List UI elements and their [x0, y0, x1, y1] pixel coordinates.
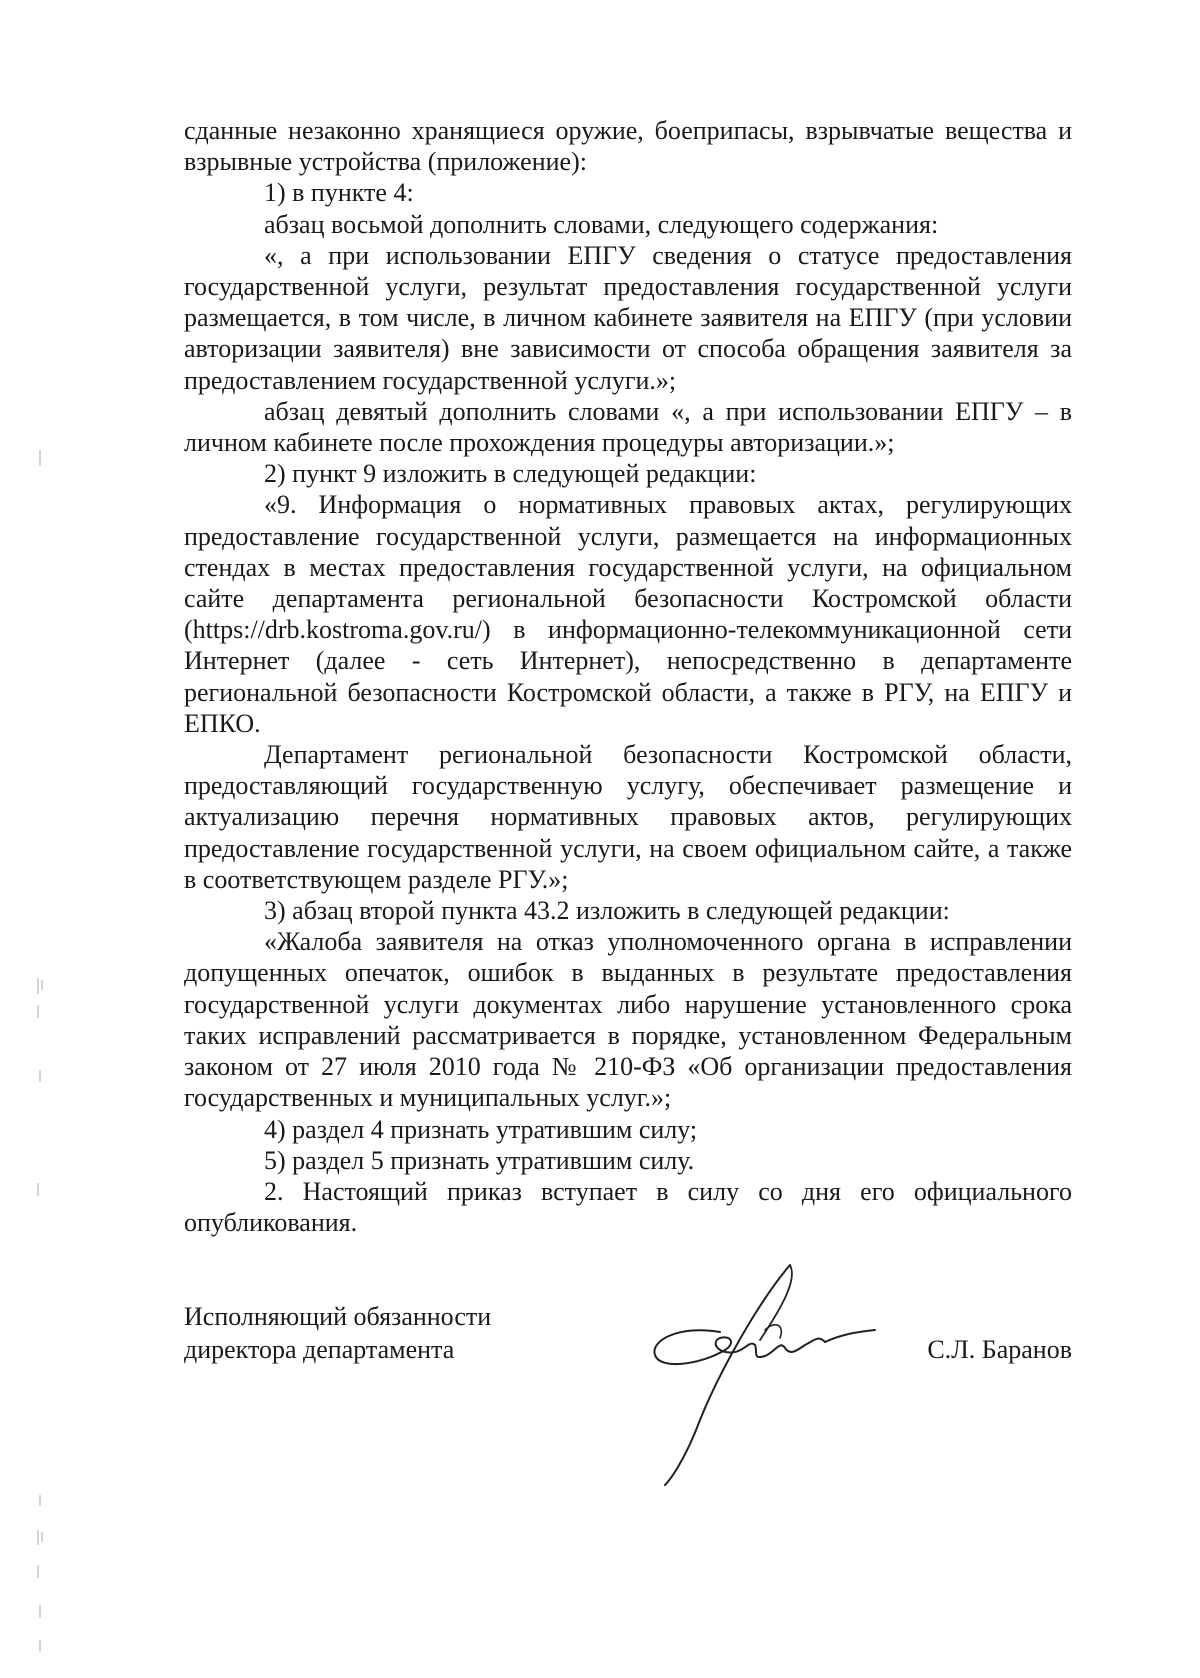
signer-name: С.Л. Баранов [927, 1335, 1072, 1364]
paragraph-0: сданные незаконно хранящиеся оружие, боеприпасы, взрывчатые вещества и взрывные устройства (приложение): [184, 116, 1072, 177]
signer-position [184, 1300, 491, 1366]
paragraph-2: абзац восьмой дополнить словами, следующего содержания: [264, 209, 939, 239]
paragraph-11: 5) раздел 5 признать утратившим силу. [264, 1145, 695, 1175]
paragraph-5: 2) пункт 9 изложить в следующей редакции: [264, 459, 757, 489]
paragraph-8: 3) абзац второй пункта 43.2 изложить в следующей редакции: [264, 896, 950, 926]
signer-position-line-1: Исполняющий обязанности [184, 1302, 492, 1331]
document-body [184, 115, 1072, 1238]
paragraph-6: «9. Информация о нормативных правовых актах, регулирующих предоставление государственной услуги, размещается на информационных стендах в местах предоставления государственной услуги, на официальном сайте департамента региональной безопасности Костромской области (https://drb.kostroma.gov.ru/) в информационно-телекоммуникационной сети Интернет (далее - сеть Интернет), непосредственно в департаменте региональной безопасности Костромской области, а также в РГУ, на ЕПГУ и ЕПКО. [184, 490, 1072, 738]
paragraph-10: 4) раздел 4 признать утратившим силу; [264, 1114, 698, 1144]
paragraph-3: «, а при использовании ЕПГУ сведения о статусе предоставления государственной услуги, результат предоставления государственной услуги размещается, в том числе, в личном кабинете заявителя на ЕПГУ (при условии авторизации заявителя) вне зависимости от способа обращения заявителя за предоставлением государственной услуги.»; [184, 240, 1072, 395]
paragraph-1: 1) в пункте 4: [264, 178, 414, 208]
signature-block [184, 1300, 1072, 1500]
signer-position-line-2: директора департамента [184, 1335, 455, 1364]
paragraph-12: 2. Настоящий приказ вступает в силу со дня его официального опубликования. [184, 1176, 1072, 1238]
paragraph-9: «Жалоба заявителя на отказ уполномоченного органа в исправлении допущенных опечаток, ошибок в выданных в результате предоставления государственной услуги документах либо нарушение установленного срока таких исправлений рассматривается в порядке, установленном Федеральным законом от 27 июля 2010 года № 210-ФЗ «Об организации предоставления государственных и муниципальных услуг.»; [184, 927, 1072, 1113]
handwritten-signature-icon [640, 1260, 880, 1490]
paragraph-4: абзац девятый дополнить словами «, а при использовании ЕПГУ – в личном кабинете после прохождения процедуры авторизации.»; [184, 396, 1072, 458]
paragraph-7: Департамент региональной безопасности Костромской области, предоставляющий государственную услугу, обеспечивает размещение и актуализацию перечня нормативных правовых актов, регулирующих предоставление государственной услуги, на своем официальном сайте, а также в соответствующем разделе РГУ.»; [184, 740, 1072, 894]
